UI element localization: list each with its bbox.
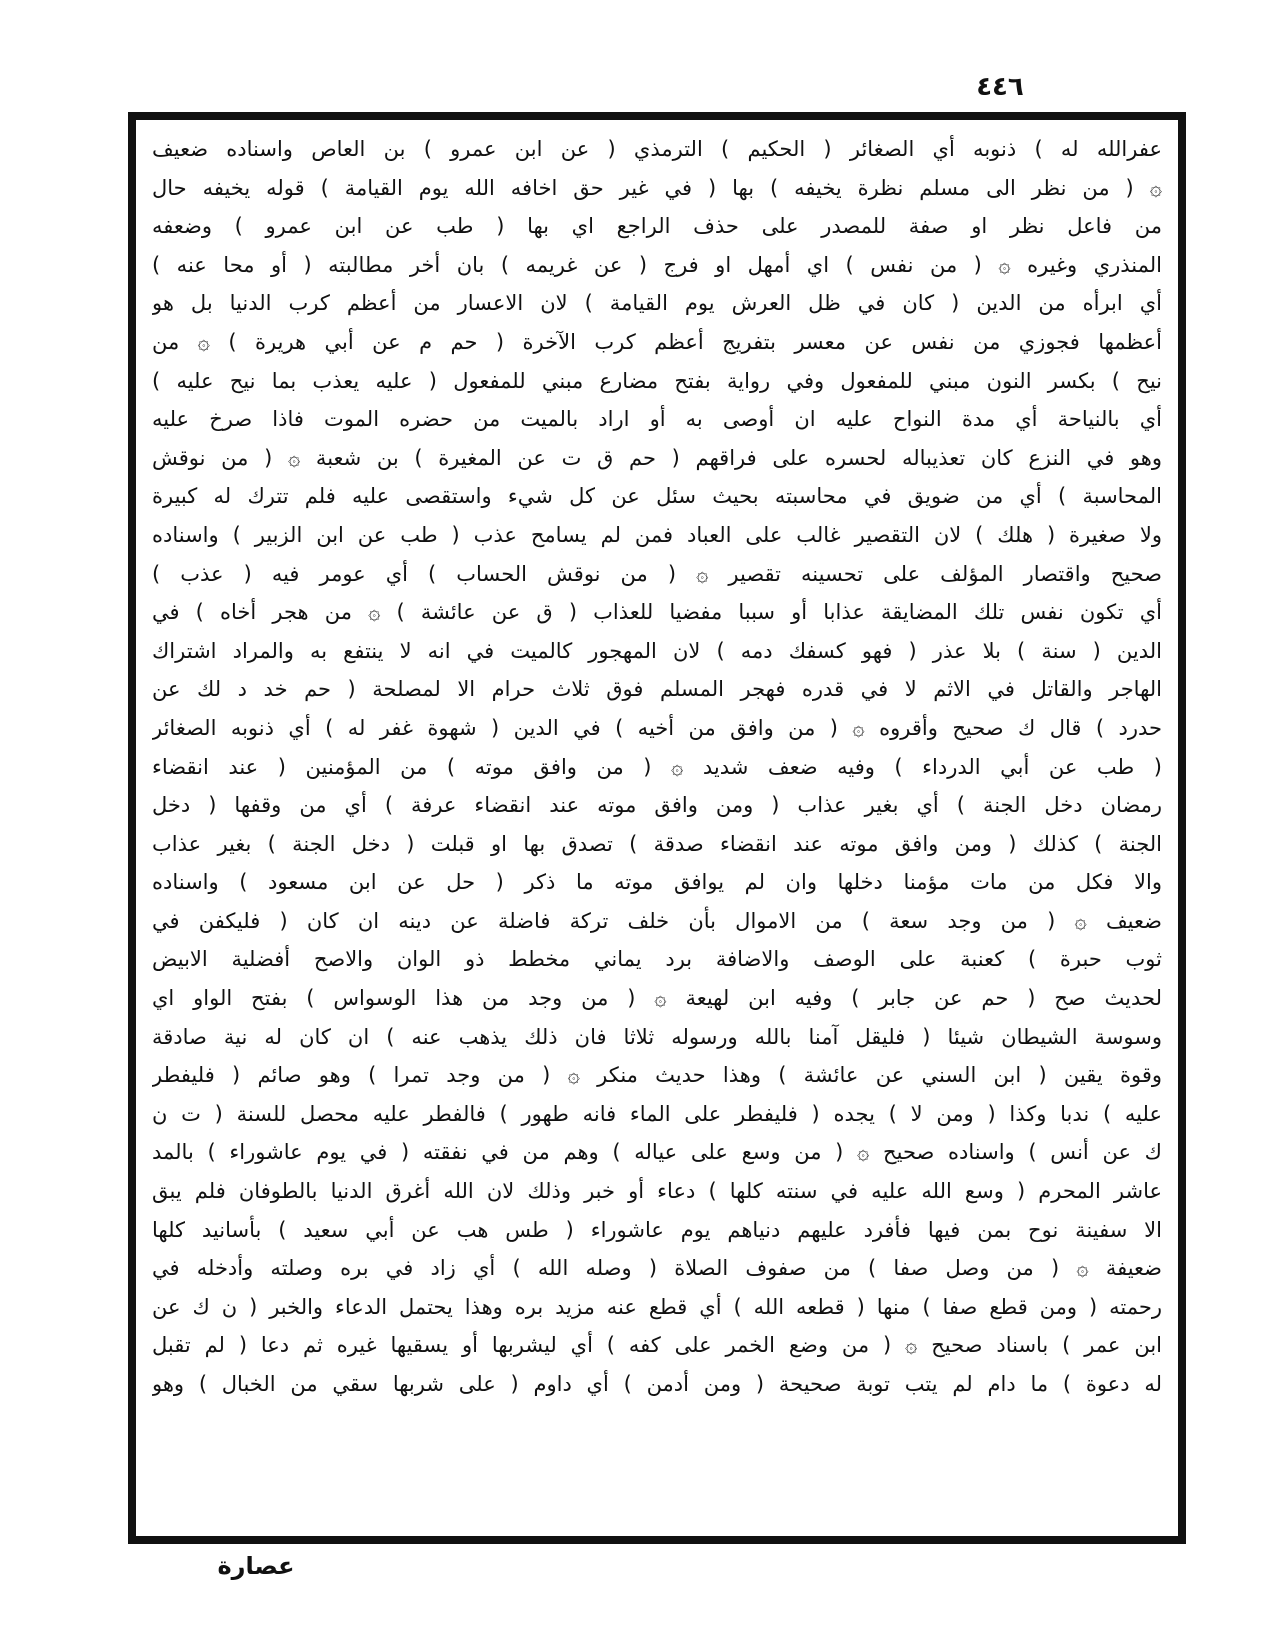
text-line: ولا صغيرة ( هلك ) لان التقصير غالب على العباد فمن لم يسامح عذب ( طب عن ابن الزبير ) واسناده xyxy=(152,522,1162,547)
text-line: الجنة ) كذلك ( ومن وافق موته عند انقضاء صدقة ) تصدق بها او قبلت ( دخل الجنة ) بغير عذاب xyxy=(152,831,1162,856)
text-line: أي بالنياحة أي مدة النواح عليه ان أوصى به أو اراد بالميت من حضره الموت فاذا صرخ عليه xyxy=(152,407,1162,432)
text-line: ك عن أنس ) واسناده صحيح ۞ ( من وسع على عياله ) وهم من في نفقته ( في يوم عاشوراء ) بالمد xyxy=(152,1140,1162,1165)
text-line: ضعيفة ۞ ( من وصل صفا ) من صفوف الصلاة ( وصله الله ) أي زاد في بره وصلته وأدخله في xyxy=(152,1256,1162,1281)
text-line: المحاسبة ) أي من ضويق في محاسبته بحيث سئل عن كل شيء واستقصى عليه فلم تترك له كبيرة xyxy=(152,484,1162,509)
text-line: الدين ( سنة ) بلا عذر ( فهو كسفك دمه ) لان المهجور كالميت في انه لا ينتفع به والمراد اشتراك xyxy=(152,638,1162,663)
text-line: رحمته ( ومن قطع صفا ) منها ( قطعه الله ) أي قطع عنه مزيد بره وهذا يحتمل الدعاء والخبر ( ن ك عن xyxy=(152,1294,1162,1319)
catchword: عصارة xyxy=(217,1552,295,1580)
text-line: أي ابرأه من الدين ( كان في ظل العرش يوم القيامة ) لان الاعسار من أعظم كرب الدنيا بل هو xyxy=(152,291,1162,316)
main-text-block xyxy=(142,124,1172,1532)
text-line: عاشر المحرم ( وسع الله عليه في سنته كلها ) دعاء أو خبر وذلك لان الله أغرق الدنيا بالطوفان فلم يبق xyxy=(152,1179,1162,1204)
text-line: الهاجر والقاتل في الاثم لا في قدره فهجر المسلم فوق ثلاث حرام الا لمصلحة ( حم خد د لك عن xyxy=(152,677,1162,702)
text-line: نيح ) بكسر النون مبني للمفعول وفي رواية بفتح مضارع مبني للمفعول ( عليه يعذب بما نيح عليه ) xyxy=(152,368,1162,393)
text-line: لحديث صح ( حم عن جابر ) وفيه ابن لهيعة ۞ ( من وجد من هذا الوسواس ) بفتح الواو اي xyxy=(152,986,1162,1011)
text-line: وسوسة الشيطان شيئا ( فليقل آمنا بالله ورسوله ثلاثا فان ذلك يذهب عنه ) ان كان له نية صادقة xyxy=(152,1024,1162,1049)
text-line: صحيح واقتصار المؤلف على تحسينه تقصير ۞ ( من نوقش الحساب ) أي عومر فيه ( عذب ) xyxy=(152,561,1162,586)
text-line: المنذري وغيره ۞ ( من نفس ) اي أمهل او فرج ( عن غريمه ) بان أخر مطالبته ( أو محا عنه ) xyxy=(152,252,1162,277)
text-line: ( طب عن أبي الدرداء ) وفيه ضعف شديد ۞ ( من وافق موته ) من المؤمنين ( عند انقضاء xyxy=(152,754,1162,779)
text-line: وقوة يقين ( ابن السني عن عائشة ) وهذا حديث منكر ۞ ( من وجد تمرا ) وهو صائم ( فليفطر xyxy=(152,1063,1162,1088)
text-line: ۞ ( من نظر الى مسلم نظرة يخيفه ) بها ( في غير حق اخافه الله يوم القيامة ) قوله يخيفه حال xyxy=(152,175,1162,200)
text-line: الا سفينة نوح بمن فيها فأفرد عليهم دنياهم يوم عاشوراء ( طس هب عن أبي سعيد ) بأسانيد كلها xyxy=(152,1217,1162,1242)
text-line: ابن عمر ) باسناد صحيح ۞ ( من وضع الخمر على كفه ) أي ليشربها أو يسقيها غيره ثم دعا ( لم تقبل xyxy=(152,1333,1162,1358)
text-line: والا فكل من مات مؤمنا دخلها وان لم يوافق موته ما ذكر ( حل عن ابن مسعود ) واسناده xyxy=(152,870,1162,895)
text-line: ضعيف ۞ ( من وجد سعة ) من الاموال بأن خلف تركة فاضلة عن دينه ان كان ( فليكفن في xyxy=(152,908,1162,933)
text-line: رمضان دخل الجنة ) أي بغير عذاب ( ومن وافق موته عند انقضاء عرفة ) أي من وقفها ( دخل xyxy=(152,793,1162,818)
text-line: حدرد ) قال ك صحيح وأقروه ۞ ( من وافق من أخيه ) في الدين ( شهوة غفر له ) أي ذنوبه الصغائر xyxy=(152,715,1162,740)
text-line: ثوب حبرة ) كعنبة على الوصف والاضافة برد يماني مخطط ذو الوان والاصح أفضلية الابيض xyxy=(152,947,1162,972)
text-line: له دعوة ) ما دام لم يتب توبة صحيحة ( ومن أدمن ) أي داوم ( على شربها سقي من الخبال ) وهو xyxy=(152,1372,1162,1396)
text-line: وهو في النزع كان تعذيباله لحسره على فراقهم ( حم ق ت عن المغيرة ) بن شعبة ۞ ( من نوقش xyxy=(152,445,1162,470)
page-number: ٤٤٦ xyxy=(976,72,1024,102)
text-line: من فاعل نظر او صفة للمصدر على حذف الراجع اي بها ( طب عن ابن عمرو ) وضعفه xyxy=(152,214,1162,239)
text-line: عفرالله له ) ذنوبه أي الصغائر ( الحكيم ) الترمذي ( عن ابن عمرو ) بن العاص واسناده ضعيف xyxy=(152,137,1162,161)
text-line xyxy=(152,1404,1162,1443)
text-line: عليه ) ندبا وكذا ( ومن لا ) يجده ( فليفطر على الماء فانه طهور ) فالفطر عليه محصل للسنة ( ت ن xyxy=(152,1101,1162,1126)
text-line: أي تكون نفس تلك المضايقة عذابا أو سببا مفضيا للعذاب ( ق عن عائشة ) ۞ من هجر أخاه ) في xyxy=(152,600,1162,625)
text-line: أعظمها فجوزي من نفس عن معسر بتفريج أعظم كرب الآخرة ( حم م عن أبي هريرة ) ۞ من xyxy=(152,329,1162,354)
